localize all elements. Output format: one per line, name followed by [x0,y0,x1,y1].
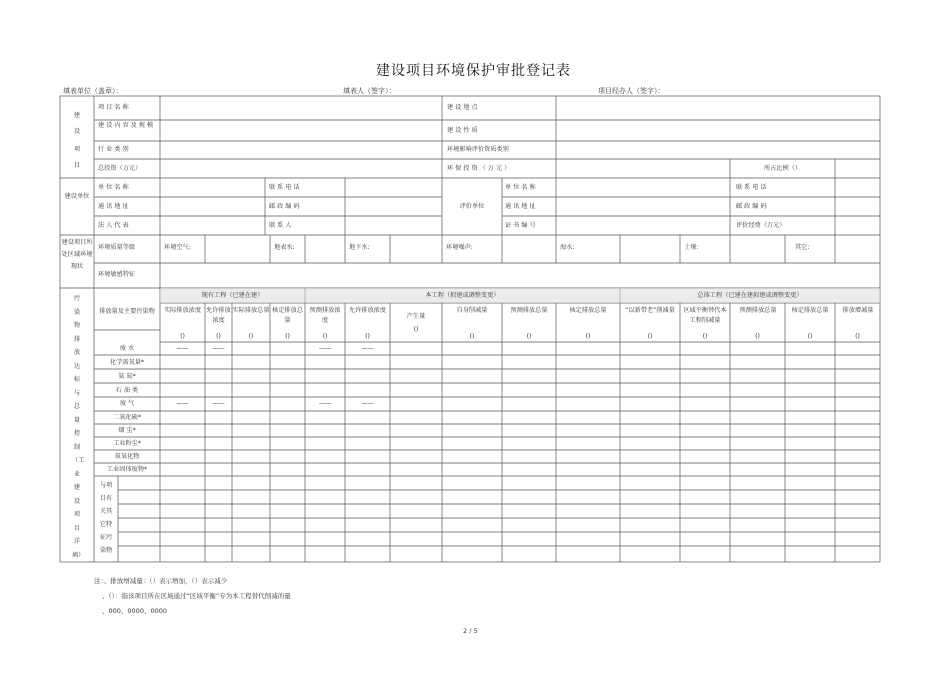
idx-11: () [647,333,653,340]
project-side-label-1: 建 [73,112,81,119]
idx-10: () [585,333,591,340]
dash-wg-3: —— [318,400,332,407]
row-ammonia: 氨 氮* [118,373,136,380]
idx-1: () [180,333,185,340]
groundwater-label: 地下水: [349,244,370,251]
dash-ww-4: —— [361,345,374,352]
project-side-label-3: 项 [73,146,81,153]
eval-unit-label: 评价单位 [459,203,485,210]
project-name-label: 项 目 名 称 [98,104,129,111]
industry-label: 行 业 类 别 [98,146,129,153]
env-sensitive-label: 环境敏感特征 [98,271,136,278]
filler-label: 填表人（签字）： [343,87,396,95]
idx-13: () [755,333,760,340]
eval-postcode-label: 邮 政 编 码 [736,203,767,210]
group-total: 总体工程（已建在建拟建或调整变更） [697,292,803,299]
pollution-side-label: 污染物排放达标与总量控制（工业建设项目详填） [72,295,85,559]
eval-address-label: 通 讯 地 址 [505,203,536,210]
other-label: 其它: [795,244,810,251]
existing-col-4: 核定排放总量 [272,307,303,324]
total-investment-label: 总投资（万元） [98,165,142,172]
row-petroleum: 石 油 类 [115,387,139,394]
eval-phone-label: 联 系 电 话 [736,184,767,191]
this-col-2: 允许排放浓度 [348,307,387,314]
row-so2: 二氧化硫* [113,414,141,421]
row-cod: 化学需氧量* [109,359,145,366]
builder-phone-label: 联 系 电 话 [269,184,300,191]
idx-4: () [285,333,290,340]
builder-address-label: 通 讯 地 址 [98,203,129,210]
project-side-label-4: 目 [73,162,81,169]
noise-label: 环境噪声: [446,244,473,251]
builder-postcode-label: 邮 政 编 码 [269,203,300,210]
idx-2: () [216,333,221,340]
env-quality-label: 环境质量等级 [98,244,136,251]
note-1: 注：、排放增减量：（）表示增加，（）表示减少 [94,577,228,585]
total-col-5: 排放增减量 [842,307,874,314]
idx-5: () [322,333,328,340]
this-col-5: 预测排放总量 [510,307,548,314]
row-solid-waste: 工业固体废物* [106,466,148,473]
seawater-label: 海水: [560,244,575,251]
pollutant-col-header: 排放量及主要污染物 [99,308,155,315]
this-col-6: 核定排放总量 [569,307,607,314]
idx-6: () [365,333,370,340]
total-col-1: “以新带老”削减量 [625,307,675,314]
page-number: 2 / 5 [463,627,478,635]
note-3: 、000、0000、0000 [102,607,167,615]
air-label: 环境空气: [164,244,191,251]
dash-wg-4: —— [361,400,374,407]
idx-7: () [413,326,419,333]
this-col-4: 自身削减量 [456,307,488,314]
surface-water-label: 地表水: [274,244,295,251]
dash-ww-2: —— [212,345,225,352]
builder-legal-label: 法 人 代 表 [98,222,129,229]
project-side-label-2: 设 [73,128,81,135]
row-soot: 烟 尘* [118,427,136,434]
row-nox: 氮氧化物 [114,453,140,460]
group-existing: 现有工程（已建在建） [201,292,264,299]
dash-wg-2: —— [212,400,225,407]
idx-9: () [526,333,532,340]
dash-wg-1: —— [176,400,189,407]
fill-unit-label: 填表单位（盖章）： [63,87,123,95]
row-wastewater: 废 水 [119,345,135,352]
eval-cert-label: 证 书 编 号 [505,222,536,229]
scope-label: 建 设 内 容 及 规 模 [98,122,154,129]
ratio-label: 所占比例（） [763,165,802,172]
soil-label: 土壤: [684,244,699,251]
page-title: 建设项目环境保护审批登记表 [376,63,571,79]
total-col-2: 区域平衡替代本工程削减量 [683,307,727,324]
dash-ww-1: —— [176,345,189,352]
extra-pollutants-label: 与项目有关其它特征污染物 [99,482,113,554]
group-this: 本工程（拟建或调整变更） [425,292,500,299]
eval-name-label: 单 位 名 称 [505,184,536,191]
idx-15: () [855,333,860,340]
note-2: 、（）：指该项目所在区域通过“区域平衡”专为本工程替代削减的量 [102,592,291,600]
idx-8: () [469,333,475,340]
builder-contact-label: 联 系 人 [269,222,292,229]
builder-name-label: 单 位 名 称 [98,184,129,191]
env-status-label: 建设项目所处区域环境现状 [61,239,93,270]
this-col-1: 预测排放浓度 [309,307,341,324]
env-investment-label: 环 保 投 资 （ 万 元 ） [447,165,511,172]
idx-14: () [807,333,813,340]
manager-label: 项目经办人（签字）： [598,87,665,95]
row-waste-gas: 废 气 [119,400,135,407]
total-col-4: 核定排放总量 [791,307,829,314]
total-col-3: 预测排放总量 [739,307,777,314]
idx-12: () [702,333,708,340]
eval-fee-label: 评价经费（万元） [736,222,786,229]
this-col-3: 产生量 [406,313,426,320]
existing-col-3: 实际排放总量 [232,307,270,314]
builder-unit-label: 建设单位 [64,193,90,200]
idx-3: () [248,333,254,340]
row-industrial-dust: 工业粉尘* [113,440,141,447]
nature-label: 建 设 性 质 [447,127,478,134]
dash-ww-3: —— [318,345,332,352]
eia-class-label: 环境影响评价资质类别 [447,146,509,153]
existing-col-2: 允许排放浓度 [206,307,231,324]
location-label: 建 设 地 点 [447,104,478,111]
existing-col-1: 实际排放浓度 [163,307,202,314]
